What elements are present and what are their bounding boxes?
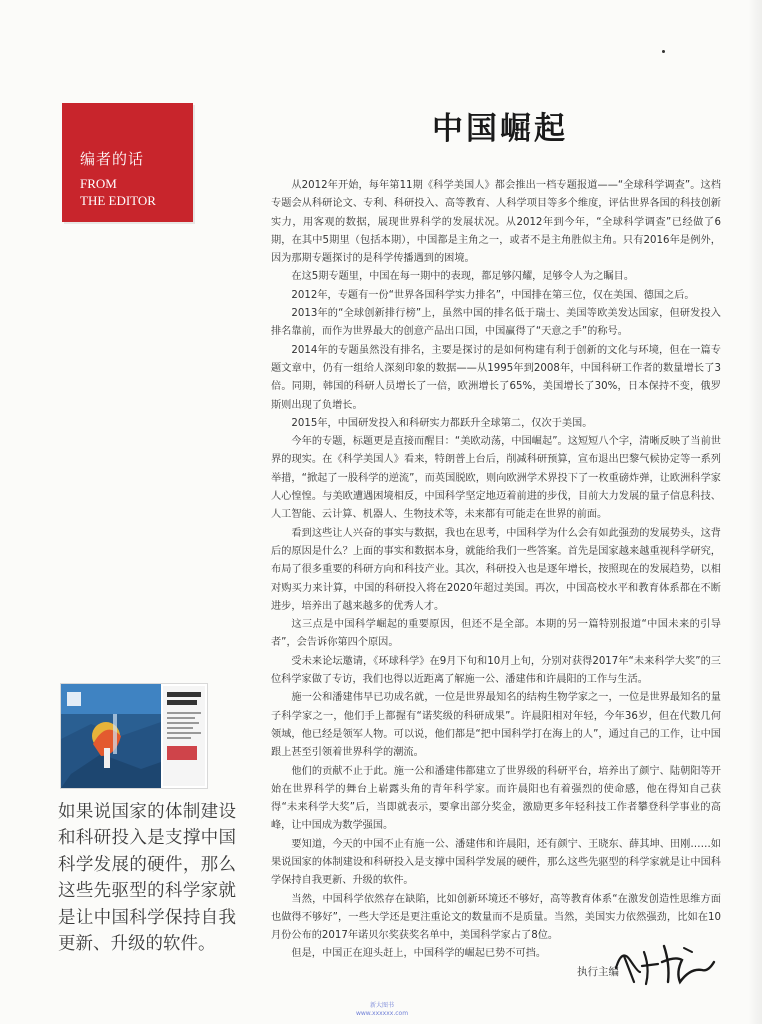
paragraph: 从2012年开始，每年第11期《科学美国人》都会推出一档专题报道——“全球科学调查”。这档专题会从科研论文、专利、科研投入、高等教育、人科学项目等多个维度，评估世界各国的科技创新实力，用客观的数据，展现世界科学的发展状况。从2012年到今年，“全球科学调查”已经做了6期，在其中5期里（包括本期），中国都是主角之一，或者不是主角胜似主角。只有2016年是例外，因为那期专题探讨的是科学传播遇到的困境。 — [271, 180, 721, 265]
paragraph: 2014年的专题虽然没有排名，主要是探讨的是如何构建有利于创新的文化与环境，但在一篇专题文章中，仍有一组给人深刻印象的数据——从1995年到2008年，中国科研工作者的数量增长了3倍。同期，韩国的科研人员增长了一倍，欧洲增长了65%，美国增长了30%，日本保持不变，俄罗斯则出现了负增长。 — [271, 344, 721, 411]
paragraph: 他们的贡献不止于此。施一公和潘建伟都建立了世界级的科研平台，培养出了颜宁、陆朝阳等开始在世界科学的舞台上崭露头角的青年科学家。而许晨阳也有着强烈的使命感，他在得知自己获得“未来科学大奖”后，当即就表示，要拿出部分奖金，激励更多年轻科技工作者攀登科学事业的高峰，让中国成为数学强国。 — [271, 765, 721, 832]
signature-icon — [610, 938, 720, 988]
pull-quote: 如果说国家的体制建设和科研投入是支撑中国科学发展的硬件，那么这些先驱型的科学家就是让中国科学保持自我更新、升级的软件。 — [58, 802, 236, 955]
cover-illustration — [61, 684, 207, 788]
editor-signature-autograph — [610, 938, 720, 992]
paragraph: 2015年，中国研发投入和科研实力都跃升全球第二，仅次于美国。 — [291, 417, 593, 429]
editor-label-cn: 编者的话 — [80, 150, 145, 168]
from-the-editor-label-box — [62, 103, 193, 222]
paragraph: 看到这些让人兴奋的事实与数据，我也在思考，中国科学为什么会有如此强劲的发展势头，这背后的原因是什么？上面的事实和数据本身，就能给我们一些答案。首先是国家越来越重视科学研究，布局了很多重要的科研方向和科技产业。其次，科研投入也是逐年增长，按照现在的发展趋势，以相对购买力来计算，中国的科研投入将在2020年超过美国。再次，中国高校水平和教育体系都在不断进步，培养出了越来越多的优秀人才。 — [271, 527, 721, 612]
page-edge-shadow — [748, 0, 762, 1024]
paragraph: 这三点是中国科学崛起的重要原因，但还不是全部。本期的另一篇特别报道“中国未来的引导者”，会告诉你第四个原因。 — [271, 619, 721, 649]
watermark-line1: 新大图书 — [369, 1002, 394, 1009]
paragraph: 要知道，今天的中国不止有施一公、潘建伟和许晨阳，还有颜宁、王晓东、薛其坤、田刚……如果说国家的体制建设和科研投入是支撑中国科学发展的硬件，那么这些先驱型的科学家就是让中国科学保持自我更新、升级的软件。 — [271, 838, 721, 887]
paragraph: 今年的专题，标题更是直接而醒目：“美欧动荡，中国崛起”。这短短八个字，清晰反映了当前世界的现实。在《科学美国人》看来，特朗普上台后，削减科研预算，宣布退出巴黎气候协定等一系列举措，“掀起了一股科学的逆流”，而英国脱欧，则向欧洲学术界投下了一枚重磅炸弹，让欧洲科学家人心惶惶。与美欧遭遇困境相反，中国科学坚定地迈着前进的步伐，目前大力发展的量子信息科技、人工智能、云计算、机器人、生物技术等，未来都有可能走在世界的前面。 — [271, 436, 721, 521]
paragraph: 施一公和潘建伟早已功成名就，一位是世界最知名的结构生物学家之一，一位是世界最知名的量子科学家之一，他们手上都握有“诺奖级的科研成果”。许晨阳相对年轻，今年36岁，但在代数几何领域，他已经是领军人物。可以说，他们都是“把中国科学打在海上的人”，通过自己的工作，让中国跟上甚至引领着世界科学的潮流。 — [271, 692, 721, 759]
paragraph: 但是，中国正在迎头赶上，中国科学的崛起已势不可挡。 — [291, 948, 547, 960]
article-title: 中国崛起 — [432, 111, 568, 147]
paragraph: 2013年的“全球创新排行榜”上，虽然中国的排名低于瑞士、美国等欧美发达国家，但研发投入排名靠前，而作为世界最大的创意产品出口国，中国赢得了“天意之手”的称号。 — [271, 308, 721, 338]
watermark-line2: www.xxxxxx.com — [355, 1010, 409, 1017]
paragraph: 当然，中国科学依然存在缺陷，比如创新环境还不够好，高等教育体系“在激发创造性思维方面也做得不够好”，一些大学还是更注重论文的数量而不是质量。当然，美国实力依然强劲，比如在10月份公布的2017年诺贝尔奖获奖名单中，美国科学家占了8位。 — [271, 893, 721, 942]
article-body — [271, 177, 721, 964]
editor-label-en-line1: FROM — [80, 176, 117, 191]
editor-label-en — [80, 175, 156, 209]
watermark — [352, 1002, 412, 1018]
paragraph: 受未来论坛邀请，《环球科学》在9月下旬和10月上旬，分别对获得2017年“未来科学大奖”的三位科学家做了专访，我们也得以近距离了解施一公、潘建伟和许晨阳的工作与生活。 — [271, 655, 721, 686]
paragraph: 2012年，专题有一份“世界各国科学实力排名”，中国排在第三位，仅在美国、德国之后。 — [291, 289, 695, 301]
editor-label-en-line2: THE EDITOR — [80, 193, 156, 208]
signature-role: 执行主编 — [577, 966, 619, 978]
magazine-cover-thumbnail — [60, 683, 208, 789]
page-dot-mark — [662, 50, 665, 53]
paragraph: 在这5期专题里，中国在每一期中的表现，都足够闪耀，足够令人为之瞩目。 — [291, 271, 635, 283]
